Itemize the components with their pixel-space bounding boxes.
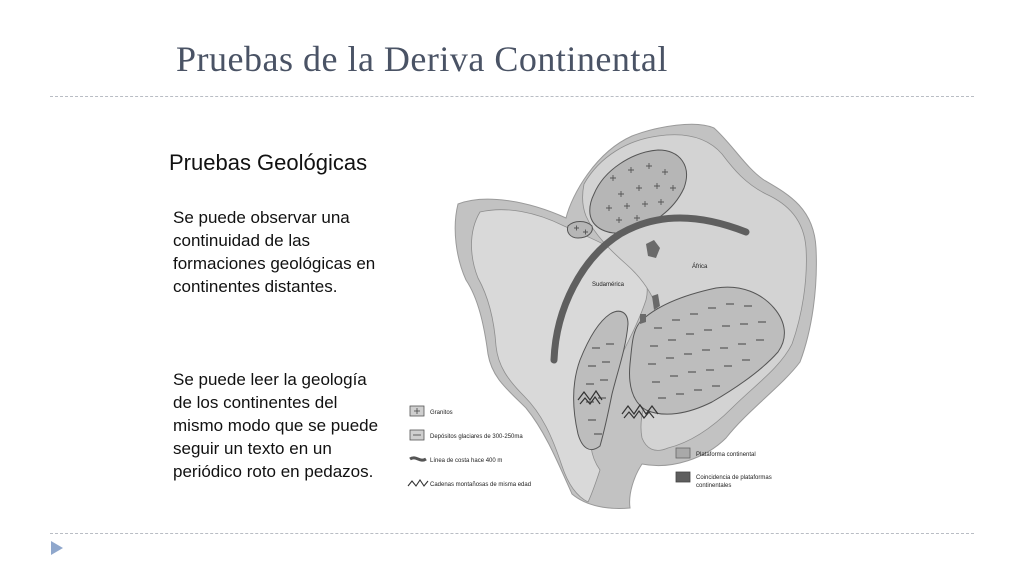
- legend-overlap-text-2: continentales: [696, 483, 732, 489]
- legend-glacial-text: Depósitos glaciares de 300-250ma: [430, 434, 523, 440]
- legend-right: [676, 448, 772, 489]
- legend-left: [408, 406, 531, 488]
- continental-shelf-icon: [676, 448, 690, 458]
- legend-coastline-text: Línea de costa hace 400 m: [430, 458, 503, 464]
- label-africa: África: [692, 264, 708, 270]
- play-triangle-icon[interactable]: [50, 540, 64, 556]
- bottom-divider: [50, 533, 974, 534]
- mountain-range-icon: [408, 480, 428, 486]
- legend-overlap-text: Coincidencia de plataformas: [696, 475, 772, 481]
- legend-mountain-text: Cadenas montañosas de misma edad: [430, 482, 532, 488]
- shelf-overlap-icon: [676, 472, 690, 482]
- paragraph-newspaper-analogy: Se puede leer la geología de los continentes del mismo modo que se puede seguir un texto en un periódico roto en pedazos.: [173, 370, 379, 481]
- paragraph-continuity: Se puede observar una continuidad de las formaciones geológicas en continentes distantes.: [173, 208, 376, 296]
- legend-granite-text: Granitos: [430, 410, 453, 416]
- granite-zone-small: [567, 222, 592, 239]
- top-divider: [50, 96, 974, 97]
- continental-drift-map: [396, 108, 824, 520]
- section-subtitle: Pruebas Geológicas: [169, 150, 368, 175]
- legend-shelf-text: Plataforma continental: [696, 452, 756, 458]
- coastline-icon: [410, 458, 426, 460]
- label-south-america: Sudamérica: [592, 282, 625, 288]
- slide-title: Pruebas de la Deriva Continental: [176, 39, 668, 79]
